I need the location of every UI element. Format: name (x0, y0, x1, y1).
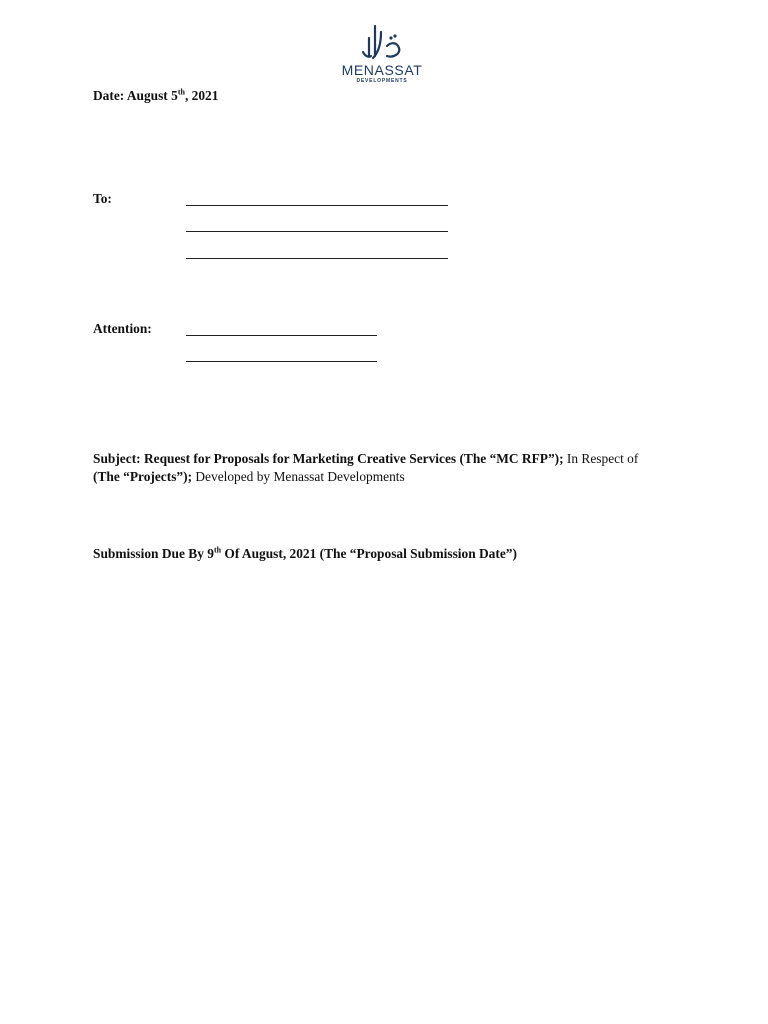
to-label: To: (93, 191, 112, 206)
subject-developer: Developed by Menassat Developments (192, 468, 405, 484)
logo-tagline: DEVELOPMENTS (356, 78, 408, 84)
attention-blank-line-1 (186, 335, 377, 336)
attention-label: Attention: (93, 321, 152, 336)
menassat-calligraphy-icon (357, 22, 407, 62)
subject-in-respect: In Respect of (563, 451, 639, 466)
subject-projects: (The “Projects”); (93, 468, 193, 484)
date-line (93, 87, 218, 104)
submission-rest: Of August, 2021 (The “Proposal Submission Date”) (221, 546, 517, 561)
to-blank-line-1 (186, 205, 448, 206)
date-prefix: Date: August 5 (93, 88, 178, 103)
logo-wordmark: MENASSAT (341, 62, 423, 78)
date-ordinal: th (177, 87, 185, 97)
submission-ordinal: th (213, 545, 222, 555)
submission-prefix: Submission Due By 9 (93, 546, 214, 561)
company-logo (336, 22, 428, 92)
submission-line (93, 545, 517, 562)
attention-blank-line-2 (186, 361, 377, 362)
subject-title: Subject: Request for Proposals for Marketing Creative Services (The “MC RFP”); (93, 451, 564, 466)
to-blank-line-3 (186, 258, 448, 259)
date-rest: , 2021 (184, 88, 219, 103)
subject-paragraph (93, 450, 693, 485)
to-blank-line-2 (186, 231, 448, 232)
